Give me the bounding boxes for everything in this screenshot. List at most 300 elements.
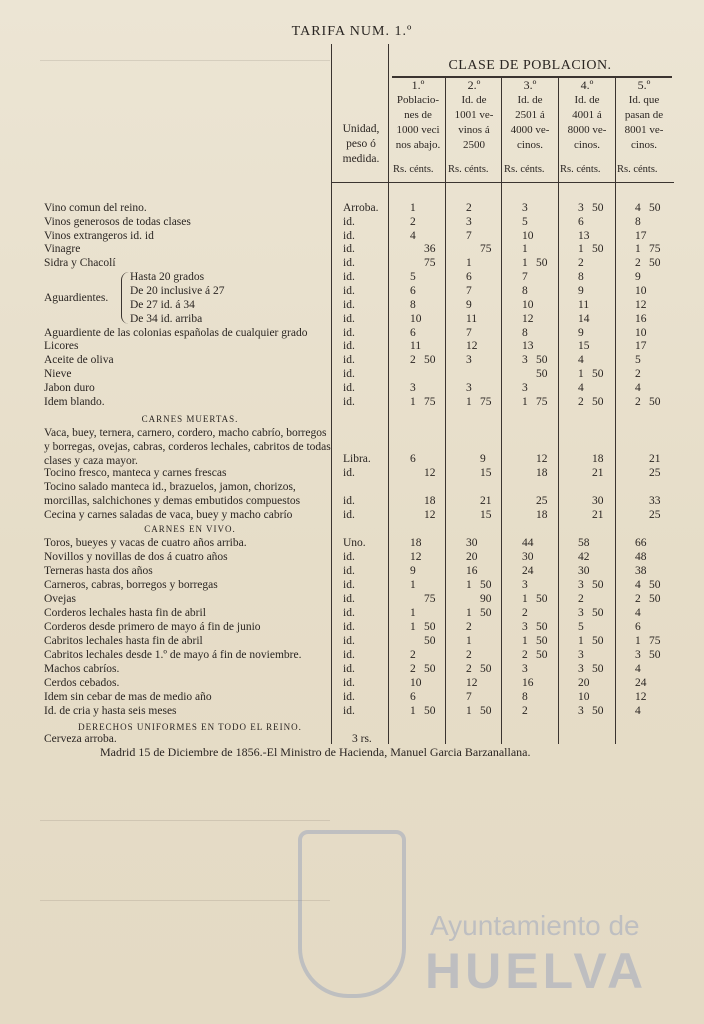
table-row xyxy=(0,201,704,215)
row-label: Corderos desde primero de mayo á fin de junio xyxy=(44,621,261,633)
table-row xyxy=(0,578,704,592)
column-header-2: 2.º Id. de 1001 ve- vinos á 2500 xyxy=(454,78,494,151)
reales-cell: 7 xyxy=(466,230,472,242)
reales-cell: 5 xyxy=(578,621,584,633)
reales-cell: 1 xyxy=(635,635,641,647)
table-row xyxy=(0,284,704,298)
column-header-5: 5.º Id. que pasan de 8001 ve- cinos. xyxy=(624,78,664,151)
section-carnes-muertas: CARNES MUERTAS. xyxy=(141,414,239,424)
centimos-cell: 50 xyxy=(536,593,548,605)
unit-cell: id. xyxy=(343,705,355,717)
reales-cell: 3 xyxy=(522,382,528,394)
table-row xyxy=(0,452,704,466)
coat-of-arms-icon xyxy=(298,830,406,998)
centimos-cell: 50 xyxy=(424,663,436,675)
reales-cell: 6 xyxy=(466,271,472,283)
reales-cell: 8 xyxy=(522,327,528,339)
centimos-cell: 50 xyxy=(592,663,604,675)
centimos-cell: 18 xyxy=(424,495,436,507)
unit-cell: id. xyxy=(343,396,355,408)
bleed-through-line xyxy=(40,60,330,61)
reales-cell: 1 xyxy=(466,396,472,408)
table-row xyxy=(0,312,704,326)
reales-cell: 3 xyxy=(522,663,528,675)
reales-cell: 2 xyxy=(410,354,416,366)
centimos-cell: 25 xyxy=(649,509,661,521)
unit-cell: id. xyxy=(343,495,355,507)
table-row xyxy=(0,215,704,229)
centimos-cell: 15 xyxy=(480,509,492,521)
reales-cell: 5 xyxy=(410,271,416,283)
row-label: Aceite de oliva xyxy=(44,354,114,366)
unit-cell: id. xyxy=(343,354,355,366)
reales-cell: 1 xyxy=(466,579,472,591)
reales-cell: 2 xyxy=(466,621,472,633)
reales-cell: 10 xyxy=(635,327,647,339)
unit-cell: id. xyxy=(343,509,355,521)
centimos-cell: 50 xyxy=(592,368,604,380)
centimos-cell: 15 xyxy=(480,467,492,479)
reales-cell: 3 xyxy=(466,216,472,228)
centimos-cell: 50 xyxy=(592,607,604,619)
unit-cell: id. xyxy=(343,565,355,577)
row-label: Corderos lechales hasta fin de abril xyxy=(44,607,206,619)
row-label: Cerdos cebados. xyxy=(44,677,120,689)
reales-cell: 8 xyxy=(635,216,641,228)
reales-cell: 2 xyxy=(635,257,641,269)
centimos-cell: 21 xyxy=(592,509,604,521)
table-row xyxy=(0,381,704,395)
centimos-cell: 21 xyxy=(480,495,492,507)
rs-cents-label: Rs. cénts. xyxy=(617,164,658,175)
reales-cell: 3 xyxy=(466,382,472,394)
reales-cell: 6 xyxy=(635,621,641,633)
rs-cents-label: Rs. cénts. xyxy=(504,164,545,175)
clase-header: CLASE DE POBLACION. xyxy=(448,58,612,73)
reales-cell: 1 xyxy=(410,396,416,408)
reales-cell: 9 xyxy=(635,271,641,283)
centimos-cell: 9 xyxy=(480,453,486,465)
reales-cell: 10 xyxy=(578,691,590,703)
centimos-cell: 50 xyxy=(649,257,661,269)
section-uniform-duties: DERECHOS UNIFORMES EN TODO EL REINO. xyxy=(78,722,302,732)
reales-cell: 1 xyxy=(466,607,472,619)
reales-cell: 30 xyxy=(522,551,534,563)
centimos-cell: 12 xyxy=(536,453,548,465)
table-row xyxy=(0,536,704,550)
reales-cell: 58 xyxy=(578,537,590,549)
row-label: Hasta 20 grados xyxy=(130,271,205,283)
row-label: De 27 id. á 34 xyxy=(130,299,195,311)
reales-cell: 3 xyxy=(410,382,416,394)
reales-cell: 12 xyxy=(466,340,478,352)
reales-cell: 10 xyxy=(410,313,422,325)
reales-cell: 12 xyxy=(635,691,647,703)
row-label: Id. de cria y hasta seis meses xyxy=(44,705,177,717)
centimos-cell: 50 xyxy=(480,579,492,591)
row-label: De 20 inclusive á 27 xyxy=(130,285,225,297)
reales-cell: 1 xyxy=(578,243,584,255)
centimos-cell: 18 xyxy=(536,509,548,521)
reales-cell: 7 xyxy=(522,271,528,283)
uniform-value: 3 rs. xyxy=(352,733,372,745)
reales-cell: 2 xyxy=(578,396,584,408)
reales-cell: 30 xyxy=(466,537,478,549)
centimos-cell: 25 xyxy=(649,467,661,479)
reales-cell: 44 xyxy=(522,537,534,549)
reales-cell: 5 xyxy=(635,354,641,366)
centimos-cell: 75 xyxy=(649,243,661,255)
unit-cell: id. xyxy=(343,579,355,591)
signature-line: Madrid 15 de Diciembre de 1856.-El Ministro de Hacienda, Manuel Garcia Barzanallana. xyxy=(100,745,531,759)
reales-cell: 11 xyxy=(466,313,478,325)
unit-cell: id. xyxy=(343,340,355,352)
reales-cell: 4 xyxy=(578,382,584,394)
centimos-cell: 50 xyxy=(536,368,548,380)
unit-cell: id. xyxy=(343,663,355,675)
unit-cell: id. xyxy=(343,368,355,380)
reales-cell: 4 xyxy=(635,202,641,214)
reales-cell: 3 xyxy=(578,607,584,619)
reales-cell: 1 xyxy=(522,635,528,647)
centimos-cell: 50 xyxy=(536,649,548,661)
row-label: Idem blando. xyxy=(44,396,105,408)
row-label: Machos cabríos. xyxy=(44,663,120,675)
centimos-cell: 50 xyxy=(649,396,661,408)
reales-cell: 1 xyxy=(410,579,416,591)
reales-cell: 3 xyxy=(578,705,584,717)
reales-cell: 6 xyxy=(410,327,416,339)
table-row xyxy=(0,229,704,243)
unit-cell: id. xyxy=(343,216,355,228)
table-row xyxy=(0,270,704,284)
centimos-cell: 50 xyxy=(536,354,548,366)
row-label: Vinos extrangeros id. id xyxy=(44,230,154,242)
centimos-cell: 50 xyxy=(592,243,604,255)
reales-cell: 6 xyxy=(578,216,584,228)
reales-cell: 1 xyxy=(522,243,528,255)
unit-cell: id. xyxy=(343,649,355,661)
table-row xyxy=(0,620,704,634)
table-row xyxy=(0,466,704,480)
reales-cell: 12 xyxy=(522,313,534,325)
reales-cell: 7 xyxy=(466,691,472,703)
centimos-cell: 50 xyxy=(424,705,436,717)
reales-cell: 1 xyxy=(410,202,416,214)
reales-cell: 1 xyxy=(466,635,472,647)
table-row xyxy=(0,395,704,409)
table-row xyxy=(0,367,704,381)
reales-cell: 1 xyxy=(410,705,416,717)
unit-cell: id. xyxy=(343,621,355,633)
centimos-cell: 50 xyxy=(592,705,604,717)
reales-cell: 9 xyxy=(578,285,584,297)
reales-cell: 11 xyxy=(410,340,422,352)
reales-cell: 14 xyxy=(578,313,590,325)
reales-cell: 4 xyxy=(635,663,641,675)
unit-cell: id. xyxy=(343,382,355,394)
unit-cell: id. xyxy=(343,257,355,269)
centimos-cell: 36 xyxy=(424,243,436,255)
reales-cell: 1 xyxy=(522,257,528,269)
header-rule xyxy=(331,182,674,183)
reales-cell: 3 xyxy=(522,354,528,366)
unit-cell: Uno. xyxy=(343,537,366,549)
reales-cell: 16 xyxy=(522,677,534,689)
reales-cell: 10 xyxy=(635,285,647,297)
reales-cell: 7 xyxy=(466,285,472,297)
reales-cell: 4 xyxy=(410,230,416,242)
unit-cell: id. xyxy=(343,691,355,703)
reales-cell: 8 xyxy=(522,691,528,703)
centimos-cell: 75 xyxy=(480,243,492,255)
centimos-cell: 50 xyxy=(424,621,436,633)
reales-cell: 4 xyxy=(578,354,584,366)
unit-cell: id. xyxy=(343,607,355,619)
reales-cell: 7 xyxy=(466,327,472,339)
reales-cell: 8 xyxy=(578,271,584,283)
reales-cell: 20 xyxy=(578,677,590,689)
centimos-cell: 75 xyxy=(424,593,436,605)
centimos-cell: 18 xyxy=(536,467,548,479)
reales-cell: 2 xyxy=(410,216,416,228)
cured-meat-description: Tocino salado manteca id., brazuelos, jamon, chorizos, morcillas, salchichones y demas embutidos compuestos xyxy=(44,481,301,507)
reales-cell: 16 xyxy=(635,313,647,325)
reales-cell: 9 xyxy=(410,565,416,577)
unit-cell: id. xyxy=(343,327,355,339)
table-row xyxy=(0,606,704,620)
stamp-text-ayuntamiento: Ayuntamiento de xyxy=(430,910,640,941)
table-row xyxy=(0,550,704,564)
centimos-cell: 50 xyxy=(649,649,661,661)
row-label: Novillos y novillas de dos á cuatro años xyxy=(44,551,228,563)
reales-cell: 2 xyxy=(466,649,472,661)
reales-cell: 2 xyxy=(635,593,641,605)
unit-cell: id. xyxy=(343,230,355,242)
reales-cell: 48 xyxy=(635,551,647,563)
reales-cell: 18 xyxy=(410,537,422,549)
unit-cell: id. xyxy=(343,271,355,283)
section-carnes-vivo: CARNES EN VIVO. xyxy=(144,524,236,534)
reales-cell: 10 xyxy=(410,677,422,689)
column-header-4: 4.º Id. de 4001 á 8000 ve- cinos. xyxy=(567,78,607,151)
table-row xyxy=(0,494,704,508)
centimos-cell: 50 xyxy=(536,621,548,633)
reales-cell: 1 xyxy=(635,243,641,255)
centimos-cell: 50 xyxy=(424,354,436,366)
reales-cell: 30 xyxy=(578,565,590,577)
stamp-text-huelva: HUELVA xyxy=(425,943,648,999)
reales-cell: 4 xyxy=(635,705,641,717)
reales-cell: 2 xyxy=(578,257,584,269)
reales-cell: 1 xyxy=(410,607,416,619)
reales-cell: 42 xyxy=(578,551,590,563)
table-row xyxy=(0,634,704,648)
reales-cell: 3 xyxy=(522,579,528,591)
centimos-cell: 50 xyxy=(592,396,604,408)
reales-cell: 9 xyxy=(578,327,584,339)
unit-cell: id. xyxy=(343,313,355,325)
reales-cell: 12 xyxy=(635,299,647,311)
unit-header: Unidad, peso ó medida. xyxy=(342,123,380,165)
reales-cell: 8 xyxy=(522,285,528,297)
reales-cell: 13 xyxy=(578,230,590,242)
reales-cell: 17 xyxy=(635,340,647,352)
table-row xyxy=(0,564,704,578)
reales-cell: 12 xyxy=(410,551,422,563)
unit-cell: id. xyxy=(343,299,355,311)
centimos-cell: 75 xyxy=(536,396,548,408)
table-row xyxy=(0,704,704,718)
rs-cents-label: Rs. cénts. xyxy=(560,164,601,175)
centimos-cell: 50 xyxy=(649,579,661,591)
reales-cell: 3 xyxy=(578,663,584,675)
row-label: Sidra y Chacolí xyxy=(44,257,116,269)
reales-cell: 2 xyxy=(635,368,641,380)
row-label: Jabon duro xyxy=(44,382,95,394)
reales-cell: 4 xyxy=(635,607,641,619)
reales-cell: 12 xyxy=(466,677,478,689)
centimos-cell: 50 xyxy=(480,705,492,717)
row-label: Ovejas xyxy=(44,593,76,605)
unit-cell: Arroba. xyxy=(343,202,379,214)
reales-cell: 10 xyxy=(522,299,534,311)
reales-cell: 2 xyxy=(410,663,416,675)
table-row xyxy=(0,298,704,312)
row-label: Vinos generosos de todas clases xyxy=(44,216,191,228)
reales-cell: 3 xyxy=(522,621,528,633)
rs-cents-label: Rs. cénts. xyxy=(448,164,489,175)
table-row xyxy=(0,690,704,704)
row-label: Tocino fresco, manteca y carnes frescas xyxy=(44,467,227,479)
table-row xyxy=(0,676,704,690)
table-row xyxy=(0,339,704,353)
reales-cell: 3 xyxy=(522,202,528,214)
centimos-cell: 50 xyxy=(536,257,548,269)
centimos-cell: 90 xyxy=(480,593,492,605)
reales-cell: 3 xyxy=(578,579,584,591)
reales-cell: 9 xyxy=(466,299,472,311)
table-row xyxy=(0,326,704,340)
reales-cell: 13 xyxy=(522,340,534,352)
table-row xyxy=(0,662,704,676)
reales-cell: 38 xyxy=(635,565,647,577)
centimos-cell: 12 xyxy=(424,509,436,521)
reales-cell: 2 xyxy=(522,607,528,619)
reales-cell: 16 xyxy=(466,565,478,577)
unit-cell: id. xyxy=(343,635,355,647)
reales-cell: 2 xyxy=(635,396,641,408)
centimos-cell: 75 xyxy=(424,257,436,269)
row-label: Cerveza arroba. xyxy=(44,733,117,745)
table-row xyxy=(0,732,704,746)
row-label: Cabritos lechales hasta fin de abril xyxy=(44,635,203,647)
reales-cell: 10 xyxy=(522,230,534,242)
meat-description: Vaca, buey, ternera, carnero, cordero, macho cabrío, borregos y borregas, ovejas, cabras, corderos lechales, cabritos de todas clases y caza mayor. xyxy=(44,427,331,467)
centimos-cell: 50 xyxy=(480,663,492,675)
row-label: Cecina y carnes saladas de vaca, buey y macho cabrío xyxy=(44,509,293,521)
centimos-cell: 50 xyxy=(592,579,604,591)
centimos-cell: 30 xyxy=(592,495,604,507)
reales-cell: 3 xyxy=(578,202,584,214)
row-label: Vinagre xyxy=(44,243,81,255)
reales-cell: 66 xyxy=(635,537,647,549)
row-label: Licores xyxy=(44,340,79,352)
centimos-cell: 50 xyxy=(592,202,604,214)
centimos-cell: 21 xyxy=(592,467,604,479)
table-row xyxy=(0,648,704,662)
reales-cell: 6 xyxy=(410,453,416,465)
centimos-cell: 18 xyxy=(592,453,604,465)
unit-cell: id. xyxy=(343,467,355,479)
unit-cell: id. xyxy=(343,677,355,689)
reales-cell: 3 xyxy=(578,649,584,661)
reales-cell: 1 xyxy=(466,257,472,269)
row-label: Cabritos lechales desde 1.º de mayo á fin de noviembre. xyxy=(44,649,302,661)
row-label: De 34 id. arriba xyxy=(130,313,203,325)
row-label: Toros, bueyes y vacas de cuatro años arriba. xyxy=(44,537,247,549)
table-row xyxy=(0,242,704,256)
column-header-1: 1.º Poblacio- nes de 1000 veci nos abajo. xyxy=(395,78,441,151)
centimos-cell: 75 xyxy=(649,635,661,647)
row-label: Terneras hasta dos años xyxy=(44,565,153,577)
row-label: Idem sin cebar de mas de medio año xyxy=(44,691,212,703)
reales-cell: 4 xyxy=(635,579,641,591)
centimos-cell: 12 xyxy=(424,467,436,479)
table-row xyxy=(0,353,704,367)
reales-cell: 2 xyxy=(466,202,472,214)
archive-stamp xyxy=(270,820,704,1020)
centimos-cell: 50 xyxy=(480,607,492,619)
centimos-cell: 33 xyxy=(649,495,661,507)
row-label: Aguardiente de las colonias españolas de cualquier grado xyxy=(44,327,308,339)
reales-cell: 1 xyxy=(410,621,416,633)
reales-cell: 6 xyxy=(410,285,416,297)
page-title: TARIFA NUM. 1.º xyxy=(291,24,413,39)
reales-cell: 15 xyxy=(578,340,590,352)
unit-cell: Libra. xyxy=(343,453,371,465)
centimos-cell: 50 xyxy=(649,593,661,605)
unit-cell: id. xyxy=(343,285,355,297)
reales-cell: 24 xyxy=(635,677,647,689)
reales-cell: 1 xyxy=(466,705,472,717)
table-row xyxy=(0,592,704,606)
unit-cell: id. xyxy=(343,551,355,563)
reales-cell: 20 xyxy=(466,551,478,563)
centimos-cell: 75 xyxy=(480,396,492,408)
reales-cell: 2 xyxy=(410,649,416,661)
reales-cell: 24 xyxy=(522,565,534,577)
reales-cell: 1 xyxy=(522,593,528,605)
row-label: Vino comun del reino. xyxy=(44,202,147,214)
centimos-cell: 50 xyxy=(424,635,436,647)
centimos-cell: 50 xyxy=(536,635,548,647)
reales-cell: 17 xyxy=(635,230,647,242)
table-row xyxy=(0,256,704,270)
centimos-cell: 50 xyxy=(649,202,661,214)
column-header-3: 3.º Id. de 2501 á 4000 ve- cinos. xyxy=(510,78,550,151)
centimos-cell: 50 xyxy=(592,635,604,647)
row-label: Carneros, cabras, borregos y borregas xyxy=(44,579,218,591)
reales-cell: 1 xyxy=(578,635,584,647)
reales-cell: 3 xyxy=(466,354,472,366)
reales-cell: 5 xyxy=(522,216,528,228)
reales-cell: 11 xyxy=(578,299,590,311)
row-label: Nieve xyxy=(44,368,72,380)
reales-cell: 4 xyxy=(635,382,641,394)
reales-cell: 6 xyxy=(410,691,416,703)
reales-cell: 2 xyxy=(522,649,528,661)
